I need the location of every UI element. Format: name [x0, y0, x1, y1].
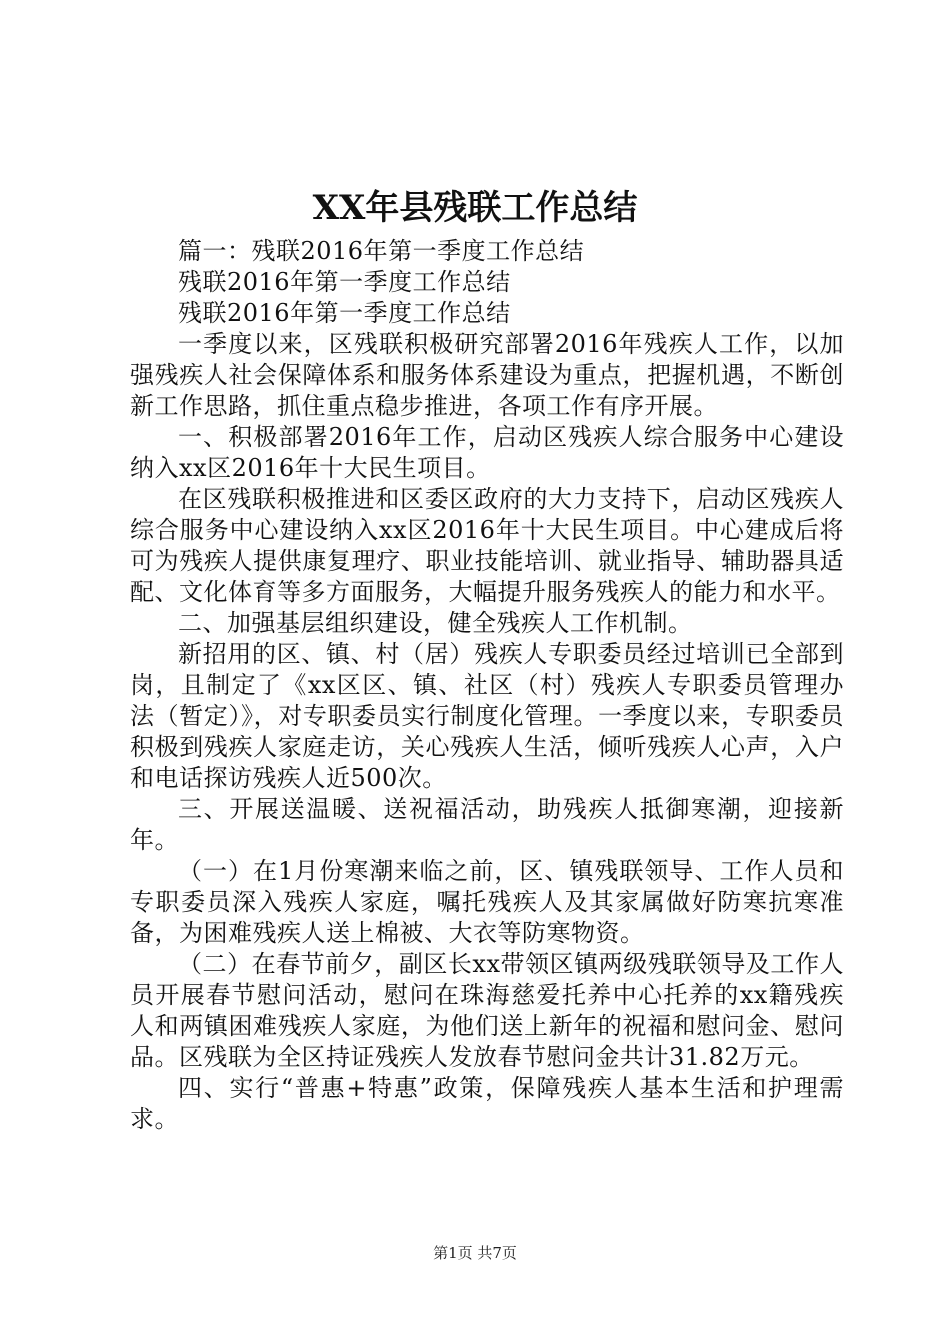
paragraph: 四、实行“普惠+特惠”政策，保障残疾人基本生活和护理需求。 — [130, 1074, 844, 1133]
paragraph: 二、加强基层组织建设，健全残疾人工作机制。 — [178, 609, 693, 637]
paragraph: 三、开展送温暖、送祝福活动，助残疾人抵御寒潮，迎接新年。 — [130, 795, 844, 854]
paragraph: 篇一：残联2016年第一季度工作总结 — [178, 237, 585, 265]
paragraph: （一）在1月份寒潮来临之前，区、镇残联领导、工作人员和专职委员深入残疾人家庭，嘱托残疾人及其家属做好防寒抗寒准备，为困难残疾人送上棉被、大衣等防寒物资。 — [130, 857, 844, 947]
paragraph: 一季度以来，区残联积极研究部署2016年残疾人工作，以加强残疾人社会保障体系和服务体系建设为重点，把握机遇，不断创新工作思路，抓住重点稳步推进，各项工作有序开展。 — [130, 330, 844, 420]
document-body — [130, 236, 844, 1135]
paragraph: 新招用的区、镇、村（居）残疾人专职委员经过培训已全部到岗，且制定了《xx区区、镇、社区（村）残疾人专职委员管理办法（暂定）》，对专职委员实行制度化管理。一季度以来，专职委员积极到残疾人家庭走访，关心残疾人生活，倾听残疾人心声，入户和电话探访残疾人近500次。 — [130, 640, 844, 792]
paragraph: 残联2016年第一季度工作总结 — [178, 299, 511, 327]
page-number-footer: 第1页 共7页 — [433, 1244, 517, 1262]
paragraph: 残联2016年第一季度工作总结 — [178, 268, 511, 296]
paragraph: 在区残联积极推进和区委区政府的大力支持下，启动区残疾人综合服务中心建设纳入xx区2016年十大民生项目。中心建成后将可为残疾人提供康复理疗、职业技能培训、就业指导、辅助器具适配、文化体育等多方面服务，大幅提升服务残疾人的能力和水平。 — [130, 485, 844, 606]
paragraph: 一、积极部署2016年工作，启动区残疾人综合服务中心建设纳入xx区2016年十大民生项目。 — [130, 423, 844, 482]
paragraph: （二）在春节前夕，副区长xx带领区镇两级残联领导及工作人员开展春节慰问活动，慰问在珠海慈爱托养中心托养的xx籍残疾人和两镇困难残疾人家庭，为他们送上新年的祝福和慰问金、慰问品。区残联为全区持证残疾人发放春节慰问金共计31.82万元。 — [130, 950, 844, 1071]
document-title: XX年县残联工作总结 — [312, 188, 638, 228]
